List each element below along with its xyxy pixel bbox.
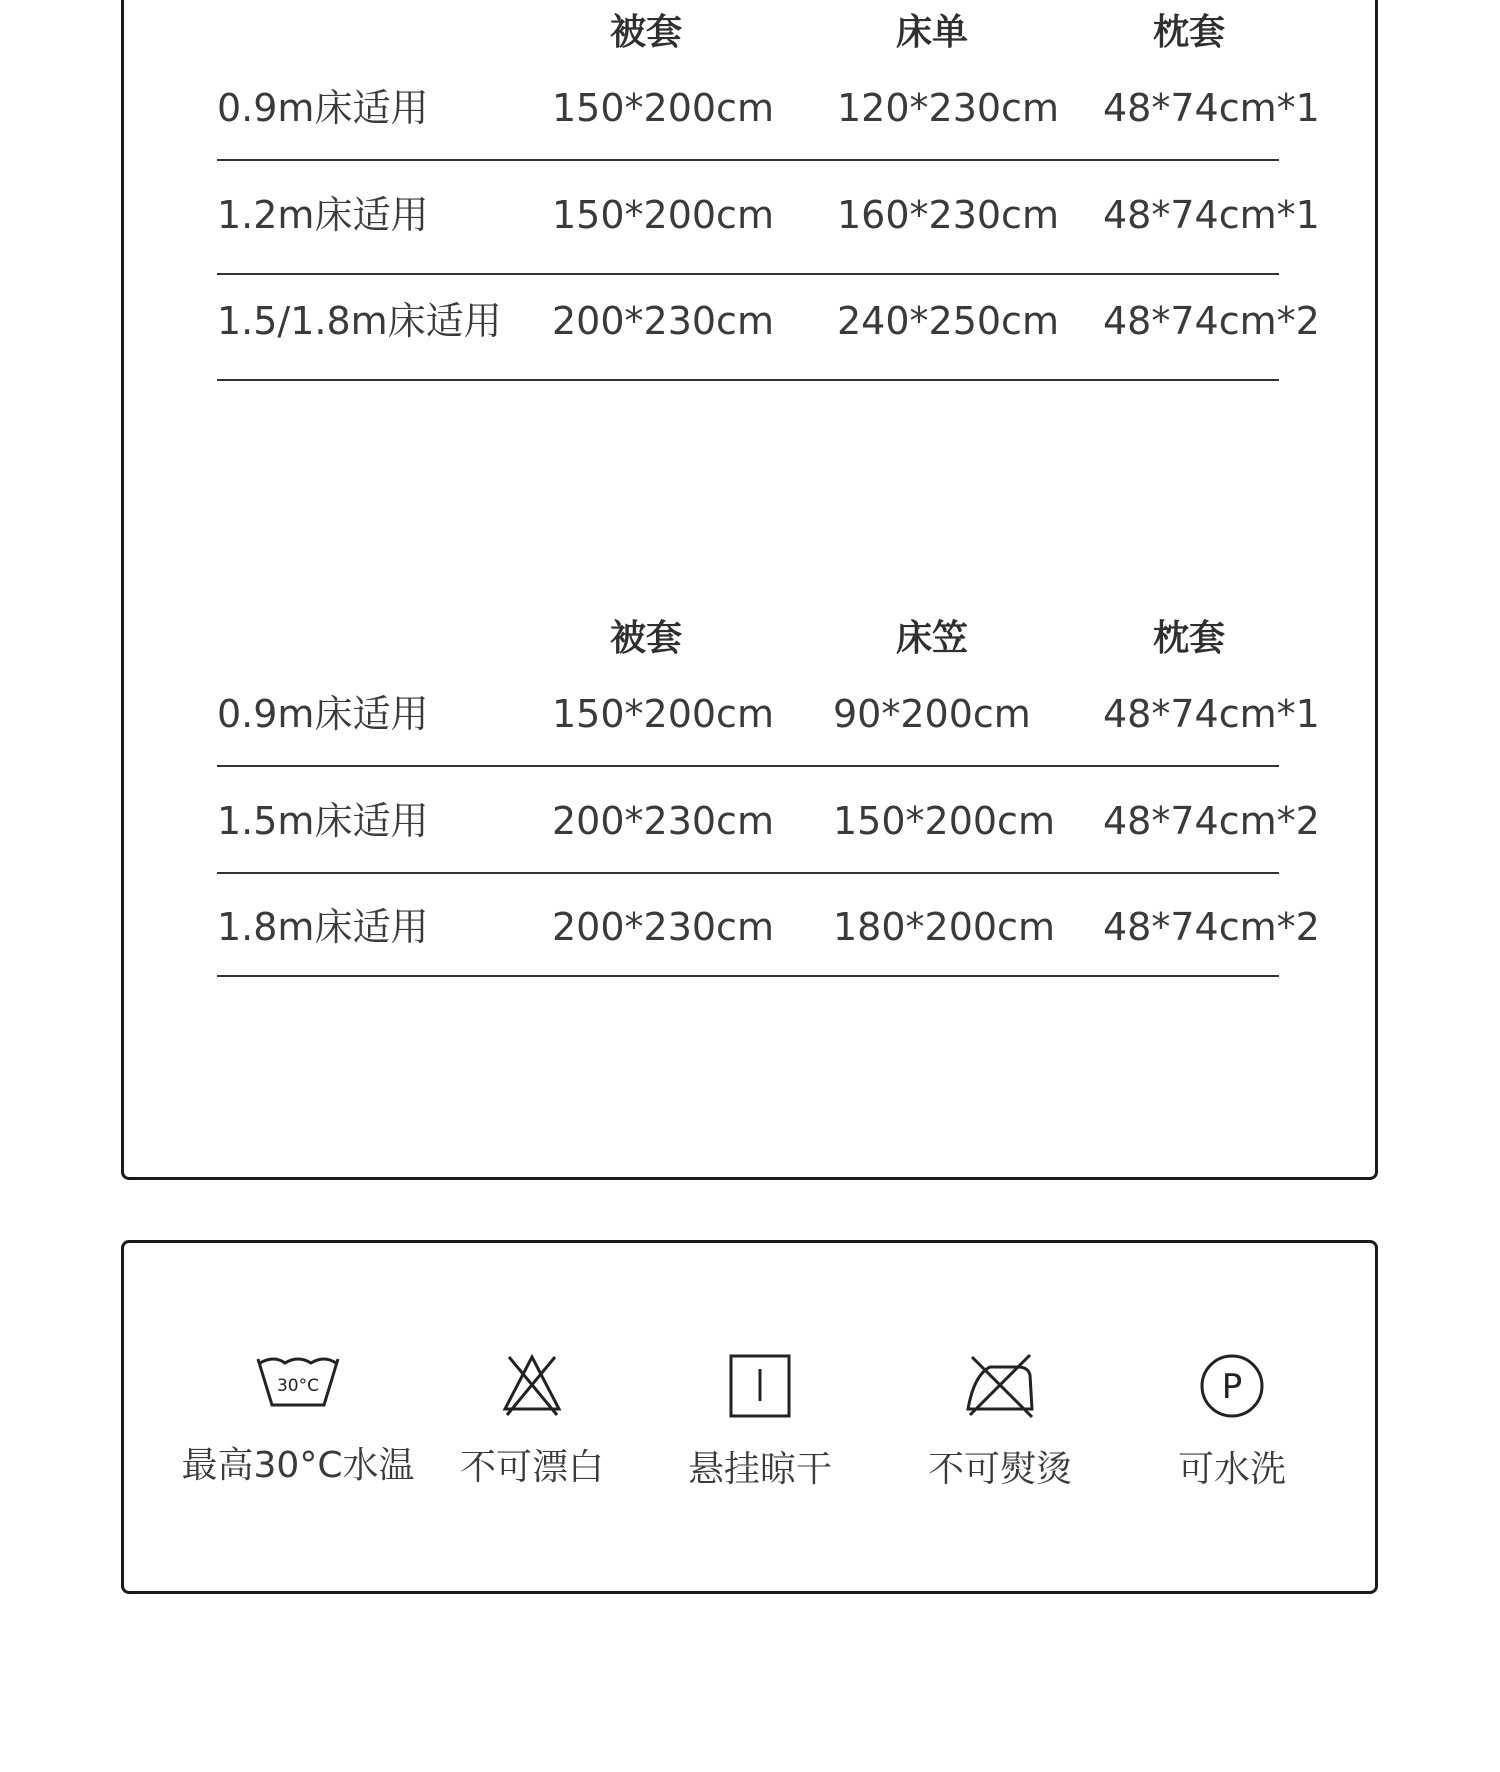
duvet-size-cell: 150*200cm (552, 193, 774, 237)
pillowcase-size-cell: 48*74cm*1 (1103, 193, 1320, 237)
care-instructions-card (121, 1240, 1378, 1594)
care-label: 最高30°C水温 (181, 1445, 415, 1486)
row-divider (217, 872, 1279, 874)
row-divider (217, 975, 1279, 977)
table-row (124, 684, 1375, 744)
bed-size-cell: 0.9m床适用 (217, 86, 429, 130)
bed-size-cell: 1.5m床适用 (217, 799, 429, 843)
pillowcase-size-cell: 48*74cm*2 (1103, 299, 1320, 343)
care-label: 悬挂晾干 (687, 1449, 832, 1490)
dry-clean-p-icon (1199, 1353, 1265, 1419)
row-divider (217, 273, 1279, 275)
no-iron-icon (962, 1353, 1038, 1419)
sheet-size-cell: 240*250cm (837, 299, 1059, 343)
fitted-size-cell: 150*200cm (833, 799, 1055, 843)
p-badge: P (1221, 1367, 1243, 1407)
table-row (124, 791, 1375, 851)
care-item-wash-30 (178, 1353, 418, 1488)
column-header-fitted-sheet: 床笠 (895, 618, 969, 659)
wash-30-icon (254, 1353, 342, 1415)
sheet-size-cell: 120*230cm (837, 86, 1059, 130)
care-item-no-iron (880, 1353, 1120, 1492)
fitted-size-cell: 180*200cm (833, 905, 1055, 949)
care-item-no-bleach (412, 1353, 652, 1490)
duvet-size-cell: 200*230cm (552, 905, 774, 949)
row-divider (217, 379, 1279, 381)
duvet-size-cell: 150*200cm (552, 86, 774, 130)
care-item-hang-dry (640, 1353, 880, 1492)
care-label: 不可漂白 (459, 1447, 604, 1488)
table-row (124, 291, 1375, 351)
row-divider (217, 159, 1279, 161)
table-row (124, 897, 1375, 957)
care-label: 不可熨烫 (927, 1449, 1072, 1490)
care-item-professional-clean (1112, 1353, 1352, 1492)
fitted-size-cell: 90*200cm (833, 692, 1031, 736)
hang-dry-icon (728, 1353, 792, 1419)
pillowcase-size-cell: 48*74cm*2 (1103, 799, 1320, 843)
column-header-duvet-cover: 被套 (609, 618, 683, 659)
column-header-pillowcase: 枕套 (1152, 12, 1226, 53)
care-label: 可水洗 (1177, 1449, 1286, 1490)
sheet-size-cell: 160*230cm (837, 193, 1059, 237)
pillowcase-size-cell: 48*74cm*1 (1103, 86, 1320, 130)
duvet-size-cell: 150*200cm (552, 692, 774, 736)
column-header-pillowcase: 枕套 (1152, 618, 1226, 659)
bed-size-cell: 1.8m床适用 (217, 905, 429, 949)
column-header-duvet-cover: 被套 (609, 12, 683, 53)
pillowcase-size-cell: 48*74cm*2 (1103, 905, 1320, 949)
wash-temp-badge: 30°C (276, 1376, 320, 1396)
table-row (124, 185, 1375, 245)
row-divider (217, 765, 1279, 767)
table-row (124, 78, 1375, 138)
bed-size-cell: 0.9m床适用 (217, 692, 429, 736)
no-bleach-icon (499, 1353, 565, 1417)
bed-size-cell: 1.5/1.8m床适用 (217, 299, 502, 343)
duvet-size-cell: 200*230cm (552, 799, 774, 843)
duvet-size-cell: 200*230cm (552, 299, 774, 343)
pillowcase-size-cell: 48*74cm*1 (1103, 692, 1320, 736)
bed-size-cell: 1.2m床适用 (217, 193, 429, 237)
size-chart-card (121, 0, 1378, 1180)
column-header-flat-sheet: 床单 (895, 12, 969, 53)
